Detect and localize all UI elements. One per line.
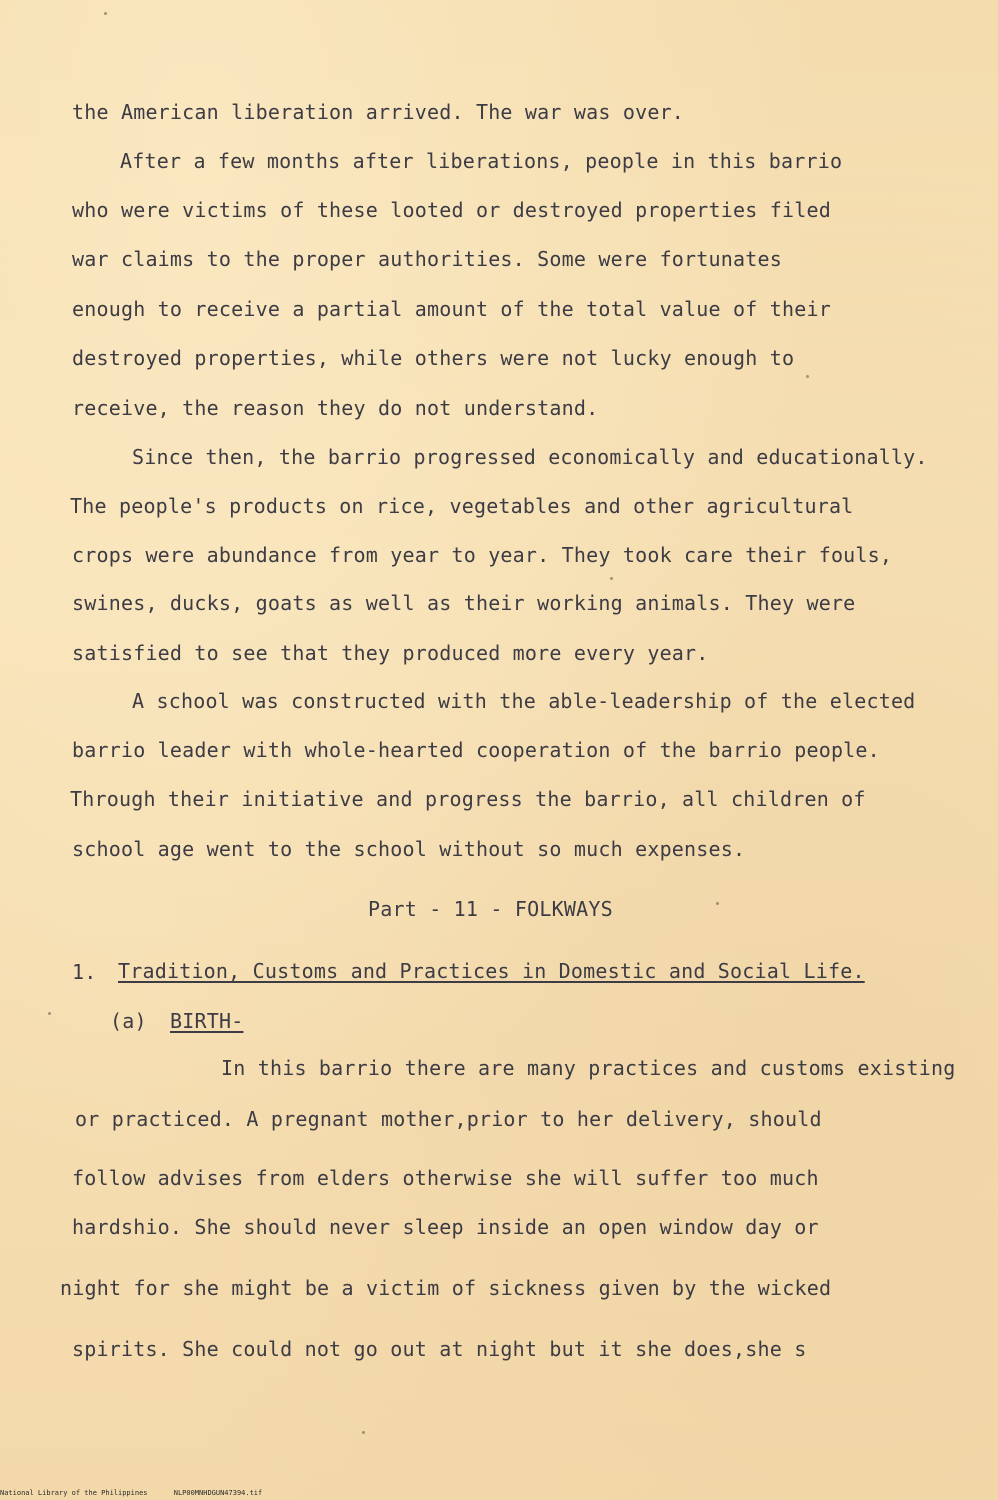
- text-line: war claims to the proper authorities. Some were fortunates: [72, 247, 782, 271]
- footer-filename: NLP00MNHDGUN47394.tif: [173, 1489, 263, 1497]
- paper-speck: [104, 12, 107, 15]
- subsection-title: BIRTH-: [170, 1009, 244, 1033]
- text-line: night for she might be a victim of sickness given by the wicked: [60, 1276, 832, 1300]
- scan-footer: [0, 1488, 284, 1498]
- paper-speck: [610, 577, 613, 580]
- text-line: crops were abundance from year to year. They took care their fouls,: [72, 543, 893, 567]
- paper-speck: [716, 902, 719, 905]
- text-line: receive, the reason they do not understand.: [72, 396, 599, 420]
- text-line: follow advises from elders otherwise she will suffer too much: [72, 1166, 819, 1190]
- text-line: the American liberation arrived. The war was over.: [72, 100, 685, 124]
- text-line: Since then, the barrio progressed economically and educationally.: [132, 445, 928, 469]
- text-line: or practiced. A pregnant mother,prior to her delivery, should: [75, 1107, 822, 1131]
- text-line: destroyed properties, while others were not lucky enough to: [72, 346, 795, 370]
- subsection-label: (a): [110, 1009, 147, 1033]
- text-line: hardshio. She should never sleep inside an open window day or: [72, 1215, 819, 1239]
- text-line: satisfied to see that they produced more every year.: [72, 641, 709, 665]
- part-heading: Part - 11 - FOLKWAYS: [368, 897, 613, 921]
- footer-library: National Library of the Philippines: [0, 1489, 148, 1497]
- text-line: enough to receive a partial amount of the total value of their: [72, 297, 831, 321]
- text-line: The people's products on rice, vegetables and other agricultural: [70, 494, 854, 518]
- text-line: Through their initiative and progress the barrio, all children of: [70, 787, 866, 811]
- text-line: After a few months after liberations, people in this barrio: [120, 149, 843, 173]
- text-line: In this barrio there are many practices and customs existing: [221, 1056, 956, 1080]
- section-title: Tradition, Customs and Practices in Domestic and Social Life.: [118, 959, 865, 983]
- text-line: who were victims of these looted or destroyed properties filed: [72, 198, 831, 222]
- paper-speck: [362, 1431, 365, 1434]
- paper-speck: [806, 375, 809, 378]
- paper-speck: [48, 1012, 51, 1015]
- text-line: school age went to the school without so much expenses.: [72, 837, 746, 861]
- section-number: 1.: [72, 960, 97, 984]
- text-line: spirits. She could not go out at night but it she does,she s: [72, 1337, 807, 1361]
- text-line: swines, ducks, goats as well as their working animals. They were: [72, 591, 856, 615]
- text-line: A school was constructed with the able-leadership of the elected: [132, 689, 916, 713]
- text-line: barrio leader with whole-hearted cooperation of the barrio people.: [72, 738, 880, 762]
